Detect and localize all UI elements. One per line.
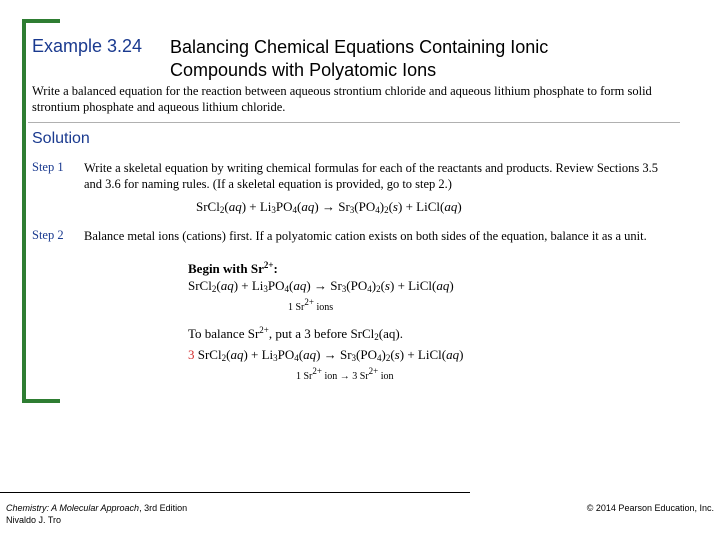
green-bracket-bottom [22, 399, 60, 403]
footer-divider [0, 492, 470, 493]
equation-after-balance: 3 SrCl$_2$(aq) + $Li_3PO_4(aq) \to Sr_3(PO_4)_2(s)$ + LiCl(aq) [188, 347, 464, 363]
footer-copyright: © 2014 Pearson Education, Inc. [586, 503, 714, 513]
step-2-text: Balance metal ions (cations) first. If a polyatomic cation exists on both sides of the equation, balance it as a unit. [84, 229, 647, 243]
step-2-label: Step 2 [32, 228, 64, 242]
green-bracket-top [22, 19, 60, 23]
skeletal-equation: SrCl$_2$(aq) + $Li_3PO_4(aq) \to Sr_3(PO_4)_2(s)$ + LiCl(aq) [196, 199, 462, 215]
intro-text: Write a balanced equation for the reaction between aqueous strontium chloride and aqueous lithium phosphate to form solid strontium phosphate and aqueous lithium chloride. [32, 84, 652, 114]
step-1-text: Write a skeletal equation by writing chemical formulas for each of the reactants and products. Review Sections 3.5 and 3.6 for naming rules. (If a skeletal equation is provided, go to step 2.) [84, 161, 658, 191]
footer-citation [6, 502, 187, 526]
title-line-2: Compounds with Polyatomic Ions [170, 60, 437, 80]
ion-count-before: 1 $Sr^{2+}$ ions [288, 297, 334, 313]
to-balance-line: To balance $Sr^{2+}$, put a 3 before SrCl$_2$(aq). [188, 325, 403, 342]
coefficient-3: 3 [188, 347, 195, 362]
example-label: Example 3.24 [32, 36, 143, 56]
equation-before-balance: SrCl$_2$(aq) + $Li_3PO_4(aq) \to Sr_3(PO_4)_2(s)$ + LiCl(aq) [188, 278, 454, 294]
divider [28, 122, 680, 123]
step-1-label: Step 1 [32, 160, 64, 174]
title-line-1: Balancing Chemical Equations Containing Ionic [170, 37, 549, 57]
ion-count-after: 1 $Sr^{2+}$ ion → 3 $Sr^{2+}$ ion [296, 366, 394, 382]
book-edition: , 3rd Edition [139, 503, 188, 513]
green-bracket-vertical [22, 19, 26, 403]
book-author: Nivaldo J. Tro [6, 515, 62, 525]
solution-heading: Solution [32, 130, 90, 147]
begin-with-line: Begin with $Sr^{2+}$: [188, 260, 278, 276]
example-title [170, 36, 670, 82]
book-title: Chemistry: A Molecular Approach [6, 503, 140, 513]
